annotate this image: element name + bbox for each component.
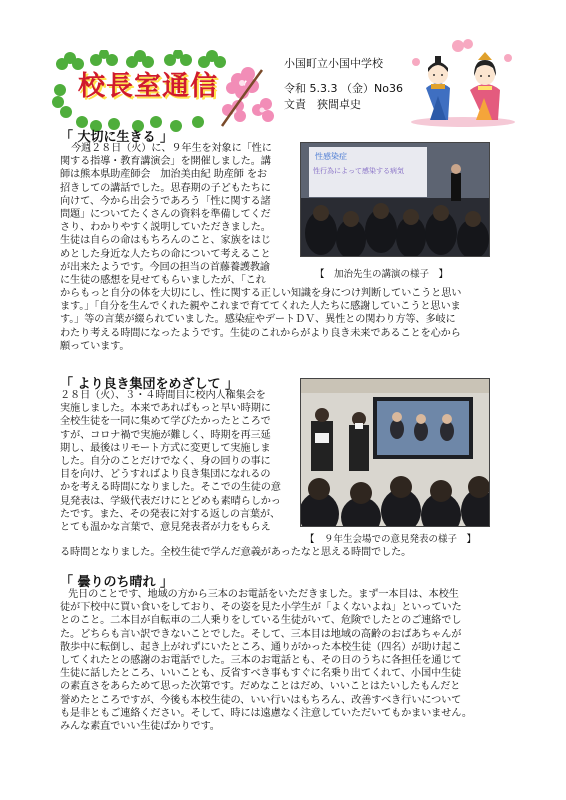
text-line: 向けて、今から出会うであろう「性に関する諸 <box>60 195 271 207</box>
text-line: さり、わかりやすく説明していただきました。 <box>60 222 271 234</box>
section-2-full-text <box>60 546 510 559</box>
text-line: してくれたとの感謝のお電話でした。三本のお電話とも、その日のうちに各担任を通じて <box>60 655 462 667</box>
text-line: が出来たようです。今回の担当の首藤養護教諭 <box>60 261 270 273</box>
text-line: 生徒は自らの命はもちろんのこと、家族をはじ <box>60 235 271 247</box>
text-line: わたり考える時間になったようです。生徒のこれからがより良き未来であることを心から <box>60 327 461 339</box>
text-line: かを考える時間になりました。そこでの生徒の意 <box>60 482 281 494</box>
text-line: る時間となりました。全校生徒で学んだ意義があったなと思える時間でした。 <box>60 547 412 558</box>
text-line: すが、コロナ禍で実施が難しく、時期を再三延 <box>60 429 271 441</box>
text-line: 期し、最後はリモート方式に変更して実施しま <box>60 442 271 454</box>
text-line: 問題」についてたくさんの資料を準備してくだ <box>60 209 271 221</box>
text-line: とのこと。二本目が自転車の二人乗りをしている生徒がいて、危険でしたとのご連絡でし <box>60 615 462 627</box>
text-line: す。」等の言葉が綴られていました。感染症やデートＤＶ、異性との関わり方等、多岐に <box>60 314 456 326</box>
text-line: 関する指導・教育講演会」を開催しました。講 <box>60 156 271 168</box>
text-line: 生徒に話したところ、いいことも、反省すべき事もすぐに名乗り出てくれて、小国中生徒 <box>60 668 462 680</box>
text-line: した。自分のことだけでなく、身の回りの事に <box>60 456 271 468</box>
text-line: 今週２８日（火）に、９年生を対象に「性に <box>71 143 272 154</box>
hina-dolls-illustration-icon <box>408 38 518 128</box>
school-name: 小国町立小国中学校 <box>284 57 383 70</box>
slide-subtitle: 性行為によって感染する病気 <box>313 167 404 175</box>
newsletter-title: 校長室通信 <box>78 71 218 102</box>
text-line: とても温かな言葉で、意見発表者が力をもらえ <box>60 522 271 534</box>
text-line: 招きしての講話でした。思春期の子どもたちに <box>60 182 271 194</box>
section-heading-3: 「 曇りのち晴れ 」 <box>60 575 174 590</box>
text-line: 徒が下校中に買い食いをしており、その姿を見た小学生が「よくないよね」といっていた <box>60 602 462 614</box>
text-line: た。どちらも言い訳できないことでした。そして、三本目は地域の高齢のおばあちゃんが <box>60 628 462 640</box>
text-line: ２８日（火）、３・４時間目に校内人権集会を <box>60 390 266 401</box>
section-2-column-text <box>60 389 296 534</box>
lecture-photo-image <box>301 143 490 257</box>
text-line: 実施しました。本来であればもっと早い時期に <box>60 403 271 415</box>
text-line: ます。」「自分を生んでくれた親やこれまで育ててくれた人たちに感謝していこうと思いま <box>60 301 461 313</box>
text-line: 目を向け、どうすればより良き集団になれるの <box>60 469 271 481</box>
text-line: めとした身近な人たちの命について考えること <box>60 248 271 260</box>
presentation-photo-image <box>301 379 490 527</box>
text-line: 誉めたところですが、今後も本校生徒の、いい行いはもちろん、改善すべき行いについて <box>60 694 462 706</box>
text-line: 願っています。 <box>60 340 130 352</box>
text-line: からもっと自分の体を大切にし、性に関する正しい知識を身につけ判断していこうと思い <box>60 288 462 299</box>
presentation-photo <box>300 378 490 527</box>
lecture-photo <box>300 142 490 257</box>
text-line: の素直さをあらためて思った次第です。だめなことはだめ、いいことはたいしたもんだと <box>60 681 461 693</box>
text-line: 師は熊本県助産師会 加治美由紀 助産師 をお <box>60 169 267 181</box>
section-1-full-text <box>60 287 510 353</box>
text-line: 先日のことです、地域の方から三本のお電話をいただきました。まず一本目は、本校生 <box>68 589 459 600</box>
text-line: 散歩中に転倒し、起き上がれずにいたところ、通りがかった本校生徒（四名）が助け起こ <box>60 641 462 653</box>
text-line: 全校生徒を一同に集めて学びたかったところで <box>60 416 271 428</box>
author: 文責 狹間卓史 <box>284 98 361 111</box>
text-line: も是非ともご連絡ください。そして、時には遠慮なく注意していただいてもかまいません。 <box>60 707 472 719</box>
section-heading-2: 「 より良き集団をめざして 」 <box>60 377 239 392</box>
text-line: に生徒の感想を見せてもらいましたが、「これ <box>60 275 266 287</box>
masthead <box>52 50 276 132</box>
section-1-column-text <box>60 142 296 287</box>
section-heading-1: 「 大切に生きる 」 <box>60 130 174 145</box>
issue-date: 令和 5.3.3 （金）No36 <box>284 82 403 95</box>
section-3-full-text <box>60 588 510 733</box>
photo-caption-1: 【 加治先生の講演の様子 】 <box>315 269 449 280</box>
photo-caption-2: 【 ９年生会場での意見発表の様子 】 <box>305 534 477 545</box>
text-line: みんな素直でいい生徒ばかりです。 <box>60 721 220 733</box>
slide-title: 性感染症 <box>315 152 347 161</box>
text-line: 見発表は、学級代表だけにとどめも素晴らしかっ <box>60 495 281 507</box>
text-line: たです。また、その発表に対する返しの言葉が、 <box>60 508 281 520</box>
